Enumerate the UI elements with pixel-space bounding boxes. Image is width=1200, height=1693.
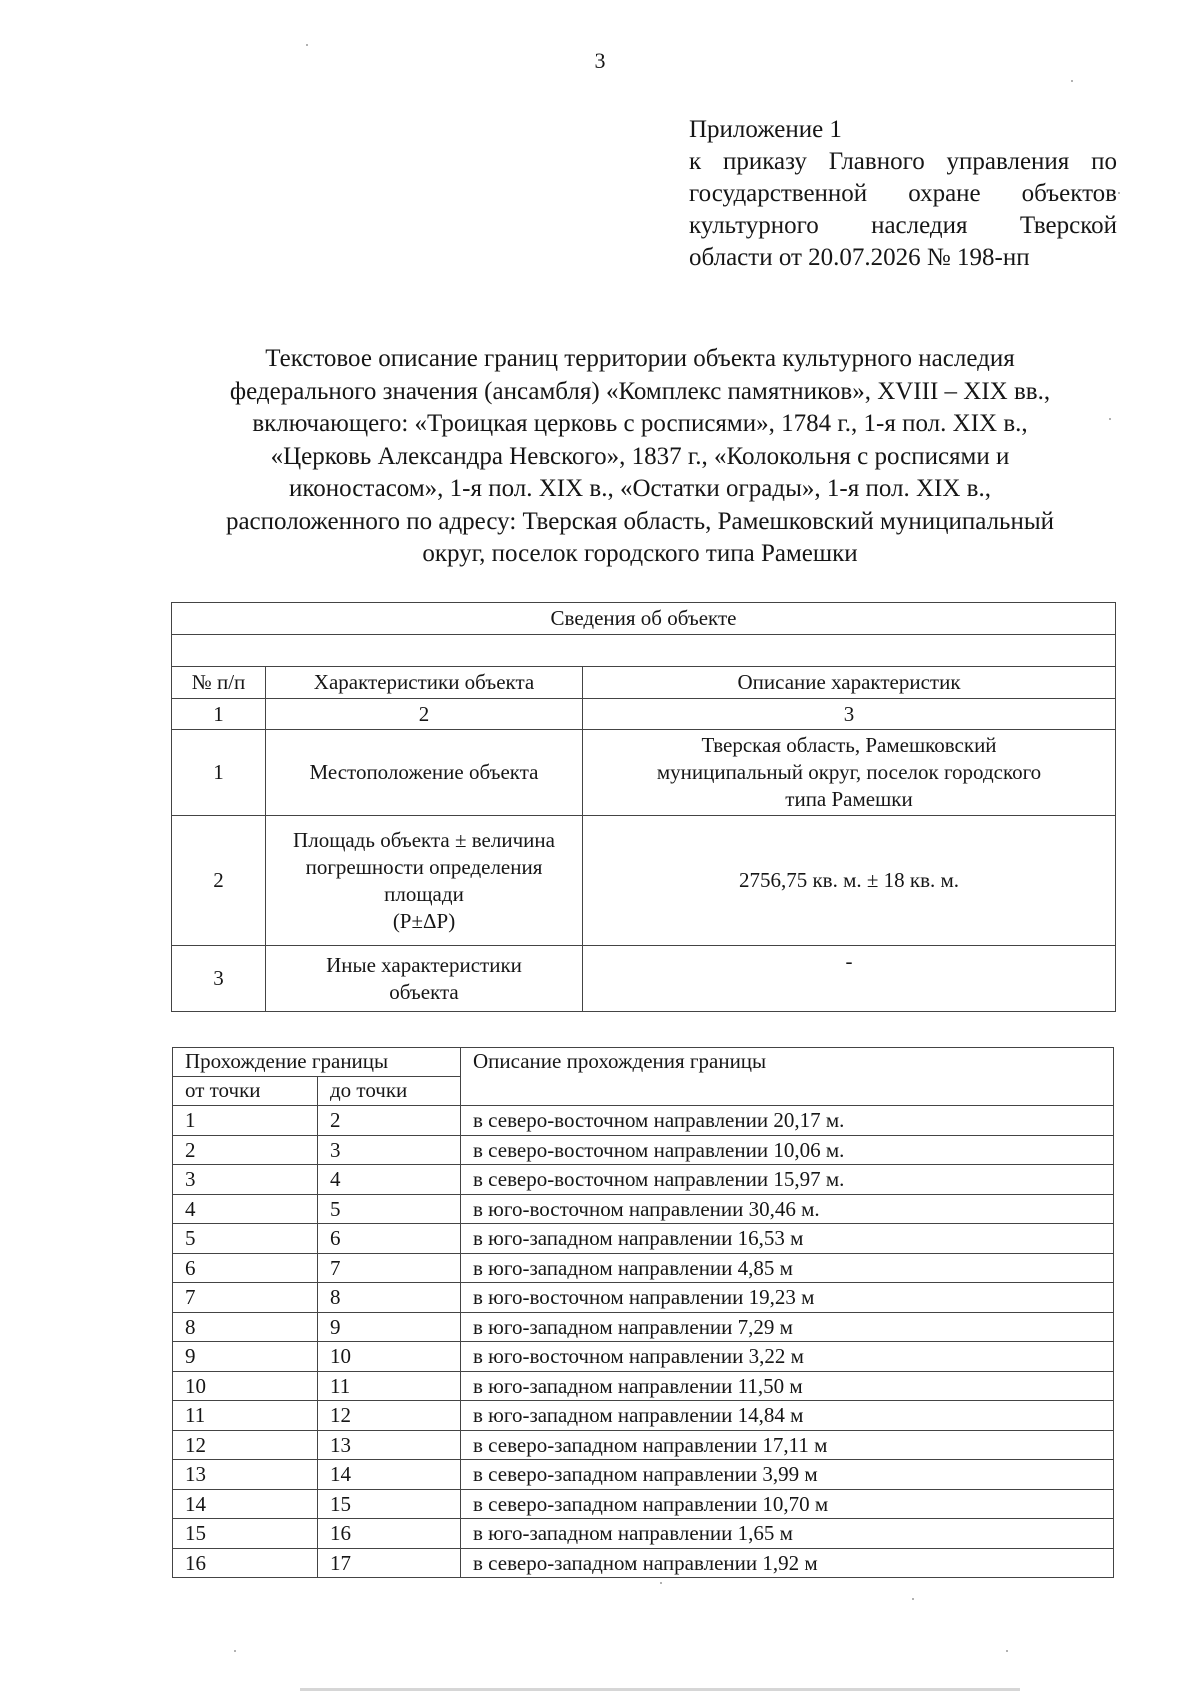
segment-description: в северо-восточном направлении 10,06 м.	[461, 1135, 1114, 1165]
scan-speck	[912, 1598, 914, 1600]
cell-line: Местоположение объекта	[309, 760, 539, 784]
header-description: Описание характеристик	[583, 667, 1116, 699]
table-row	[173, 1519, 1114, 1549]
scan-speck	[306, 44, 308, 46]
table-row	[173, 1460, 1114, 1490]
title-line: включающего: «Троицкая церковь с росписями», 1784 г., 1-я пол. XIX в.,	[252, 410, 1028, 437]
segment-description: в юго-западном направлении 11,50 м	[461, 1371, 1114, 1401]
from-point: 1	[173, 1106, 318, 1136]
object-info-table	[171, 602, 1116, 1012]
table-row	[173, 1253, 1114, 1283]
appendix-line: государственной охране объектов	[689, 180, 1117, 207]
table-row	[173, 1401, 1114, 1431]
from-point: 12	[173, 1430, 318, 1460]
object-table-caption: Сведения об объекте	[172, 603, 1116, 635]
title-line: расположенного по адресу: Тверская область, Рамешковский муниципальный	[225, 507, 1055, 535]
table-row	[173, 1489, 1114, 1519]
from-point: 8	[173, 1312, 318, 1342]
from-point: 3	[173, 1165, 318, 1195]
to-point: 16	[318, 1519, 461, 1549]
from-point: 9	[173, 1342, 318, 1372]
to-point: 10	[318, 1342, 461, 1372]
appendix-block	[689, 114, 1117, 274]
scan-speck	[1118, 192, 1120, 194]
title-line: иконостасом», 1-я пол. XIX в., «Остатки ограды», 1-я пол. XIX в.,	[289, 475, 991, 502]
row-number: 1	[172, 730, 266, 816]
table-row	[173, 1548, 1114, 1578]
cell-line: объекта	[389, 979, 459, 1004]
from-point: 11	[173, 1401, 318, 1431]
table-row	[173, 1312, 1114, 1342]
segment-description: в северо-восточном направлении 15,97 м.	[461, 1165, 1114, 1195]
from-point: 5	[173, 1224, 318, 1254]
appendix-line: культурного наследия Тверской	[689, 212, 1117, 239]
to-point: 9	[318, 1312, 461, 1342]
table-row	[173, 1135, 1114, 1165]
table-row	[172, 730, 1116, 816]
segment-description: в северо-восточном направлении 20,17 м.	[461, 1106, 1114, 1136]
cell-line: Площадь объекта ± величина	[293, 827, 555, 852]
row-number: 2	[172, 816, 266, 946]
boundary-group-header: Прохождение границы	[173, 1048, 461, 1077]
cell-line: 2756,75 кв. м. ± 18 кв. м.	[738, 868, 960, 892]
header-characteristic: Характеристики объекта	[266, 667, 583, 699]
table-row	[173, 1194, 1114, 1224]
cell-line: (P±ΔP)	[392, 908, 456, 933]
from-point: 16	[173, 1548, 318, 1578]
from-point: 2	[173, 1135, 318, 1165]
characteristic-cell	[266, 816, 583, 946]
to-point: 3	[318, 1135, 461, 1165]
table-row	[173, 1283, 1114, 1313]
document-title	[150, 343, 1130, 571]
to-point: 15	[318, 1489, 461, 1519]
segment-description: в северо-западном направлении 10,70 м	[461, 1489, 1114, 1519]
from-point: 15	[173, 1519, 318, 1549]
from-point: 4	[173, 1194, 318, 1224]
table-row	[172, 816, 1116, 946]
to-point: 6	[318, 1224, 461, 1254]
cell-line: площади	[384, 881, 464, 906]
segment-description: в юго-восточном направлении 19,23 м	[461, 1283, 1114, 1313]
table-row	[173, 1371, 1114, 1401]
to-point: 7	[318, 1253, 461, 1283]
cell-line: -	[845, 949, 853, 973]
table-row	[173, 1342, 1114, 1372]
cell-line: Тверская область, Рамешковский	[701, 733, 997, 757]
segment-description: в юго-восточном направлении 30,46 м.	[461, 1194, 1114, 1224]
appendix-line: области от 20.07.2026 № 198-нп	[689, 244, 1030, 271]
segment-description: в юго-западном направлении 4,85 м	[461, 1253, 1114, 1283]
table-row	[173, 1106, 1114, 1136]
to-point: 2	[318, 1106, 461, 1136]
table-row	[173, 1430, 1114, 1460]
object-table-empty-row	[172, 635, 1116, 667]
description-cell	[583, 816, 1116, 946]
to-point: 11	[318, 1371, 461, 1401]
header-number: № п/п	[172, 667, 266, 699]
table-row	[172, 946, 1116, 1012]
to-point: 17	[318, 1548, 461, 1578]
title-line: федерального значения (ансамбля) «Комплекс памятников», XVIII – XIX вв.,	[229, 377, 1051, 405]
to-point: 4	[318, 1165, 461, 1195]
to-point: 5	[318, 1194, 461, 1224]
to-point: 8	[318, 1283, 461, 1313]
characteristic-cell	[266, 946, 583, 1012]
table-row	[173, 1165, 1114, 1195]
title-line: округ, поселок городского типа Рамешки	[422, 540, 858, 567]
scan-speck	[660, 1582, 662, 1584]
to-point: 14	[318, 1460, 461, 1490]
from-point: 13	[173, 1460, 318, 1490]
column-number-3: 3	[583, 699, 1116, 730]
cell-line: типа Рамешки	[785, 787, 913, 811]
segment-description: в юго-западном направлении 1,65 м	[461, 1519, 1114, 1549]
from-point: 14	[173, 1489, 318, 1519]
column-number-2: 2	[266, 699, 583, 730]
segment-description: в северо-западном направлении 17,11 м	[461, 1430, 1114, 1460]
from-point: 6	[173, 1253, 318, 1283]
boundary-table	[172, 1047, 1114, 1578]
boundary-description-header: Описание прохождения границы	[461, 1048, 1114, 1106]
description-cell	[583, 946, 1116, 1012]
scan-speck	[1006, 1650, 1008, 1652]
table-row	[173, 1224, 1114, 1254]
boundary-to-header: до точки	[318, 1077, 461, 1106]
cell-line: Иные характеристики	[326, 952, 522, 977]
segment-description: в юго-западном направлении 16,53 м	[461, 1224, 1114, 1254]
row-number: 3	[172, 946, 266, 1012]
segment-description: в северо-западном направлении 1,92 м	[461, 1548, 1114, 1578]
description-cell	[583, 730, 1116, 816]
appendix-line: к приказу Главного управления по	[689, 148, 1117, 175]
from-point: 7	[173, 1283, 318, 1313]
to-point: 13	[318, 1430, 461, 1460]
segment-description: в северо-западном направлении 3,99 м	[461, 1460, 1114, 1490]
to-point: 12	[318, 1401, 461, 1431]
scan-speck	[1071, 80, 1073, 82]
scan-edge-artifact	[300, 1688, 1020, 1691]
title-line: Текстовое описание границ территории объекта культурного наследия	[265, 345, 1015, 372]
scan-speck	[234, 1650, 236, 1652]
scan-speck	[1109, 418, 1111, 420]
segment-description: в юго-восточном направлении 3,22 м	[461, 1342, 1114, 1372]
segment-description: в юго-западном направлении 14,84 м	[461, 1401, 1114, 1431]
segment-description: в юго-западном направлении 7,29 м	[461, 1312, 1114, 1342]
column-number-1: 1	[172, 699, 266, 730]
page-number: 3	[594, 48, 606, 73]
cell-line: муниципальный округ, поселок городского	[656, 760, 1042, 784]
title-line: «Церковь Александра Невского», 1837 г., «Колокольня с росписями и	[270, 442, 1010, 470]
cell-line: погрешности определения	[305, 854, 543, 879]
appendix-line: Приложение 1	[689, 116, 842, 143]
from-point: 10	[173, 1371, 318, 1401]
characteristic-cell	[266, 730, 583, 816]
boundary-from-header: от точки	[173, 1077, 318, 1106]
